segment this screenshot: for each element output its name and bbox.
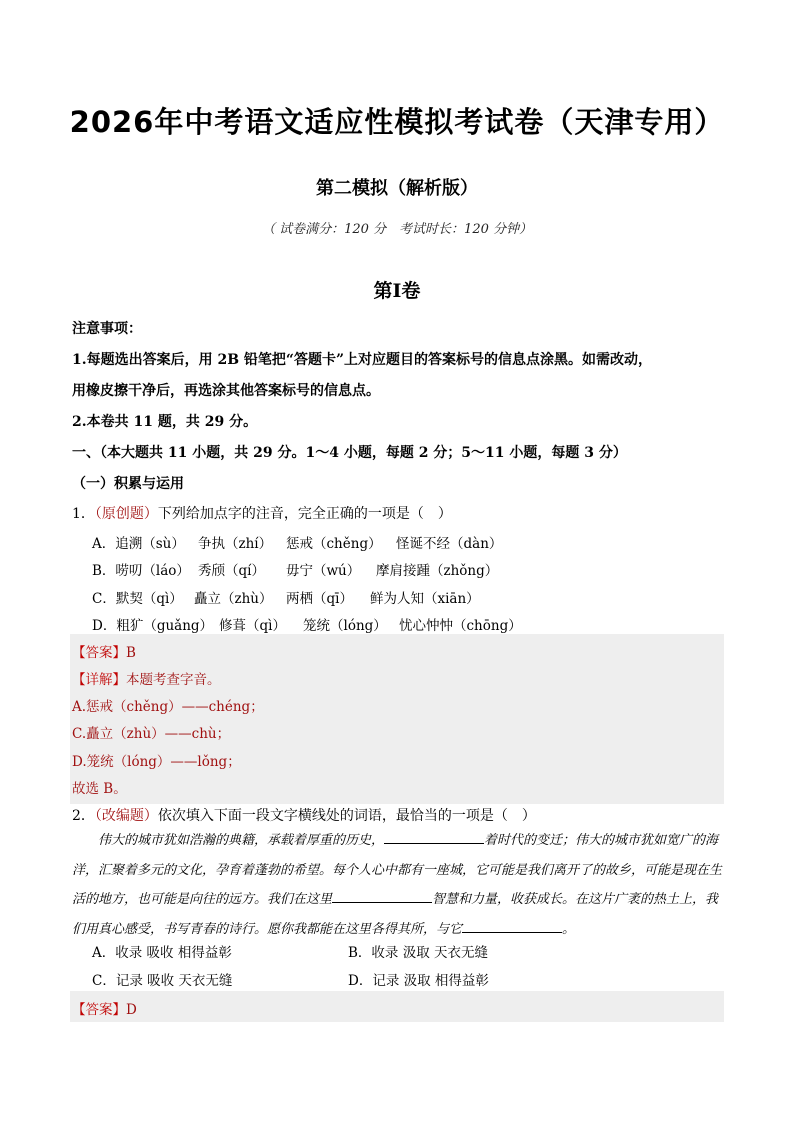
option-item: 怪诞不经（dàn） [396,536,503,552]
answer-value: D [126,1002,137,1018]
notice-line-1: 1.每题选出答案后，用 2B 铅笔把“答题卡”上对应题目的答案标号的信息点涂黑。如需改动， [72,352,653,368]
q2-answer [72,998,137,1018]
detail-text: 本题考查字音。 [126,672,221,688]
q1-note: C.矗立（zhù）——chù； [72,726,231,742]
question-1-stem [72,503,452,523]
exam-subtitle: 第二模拟（解析版） [316,178,478,199]
option-item: D．粗犷（guǎng） [92,618,214,634]
fill-blank [332,888,432,903]
passage-text: 伟大的城市犹如浩瀚的典籍，承载着厚重的历史， [98,833,385,848]
q1-note: 故选 B。 [72,781,127,797]
volume-heading: 第Ⅰ卷 [373,280,421,302]
q1-answer [72,641,136,661]
question-text: 下列给加点字的注音，完全正确的一项是（ ） [157,506,452,522]
notice-heading: 注意事项： [72,321,142,337]
option-item: 矗立（zhù） [194,591,273,607]
section-sub-one: （一）积累与运用 [72,476,184,492]
exam-meta: （ 试卷满分：120 分 考试时长：120 分钟） [261,222,533,237]
answer-panel [70,991,724,1022]
passage-text: 片广袤的热土上，我们用真心感受，书写青春的诗行。愿你我都能在这里各得其所，与它 [72,892,719,937]
option-item: 秀颀（qí） [198,563,265,579]
question-tag: （改编题） [94,808,158,824]
detail-label: 【详解】 [72,672,126,688]
q2-passage [72,826,724,944]
option-item: 两栖（qī） [286,591,353,607]
option-item: 摩肩接踵（zhǒng） [376,563,499,579]
passage-text: 智慧和力量，收获成长。在这 [432,892,602,907]
exam-title: 2026年中考语文适应性模拟考试卷（天津专用） [69,105,725,139]
answer-panel [70,634,724,804]
option-item: 鲜为人知（xiān） [370,591,480,607]
passage-text: 可能是现在生活的地方，也可能是向往的远方。我们在这里 [72,862,723,907]
question-tag: （原创题） [94,506,158,522]
answer-label: 【答案】 [72,1002,126,1018]
q1-option-c [92,587,480,607]
option-item: C．默契（qì） [92,591,183,607]
q2-option-c: C．记录 吸收 天衣无缝 [92,973,233,989]
question-number: 2． [72,808,95,824]
option-item: 笼统（lóng） [303,618,387,634]
q1-option-b [92,559,498,579]
question-number: 1． [72,506,95,522]
question-text: 依次填入下面一段文字横线处的词语，最恰当的一项是（ ） [157,808,536,824]
q1-note: A.惩戒（chěng）——chéng； [72,699,264,715]
passage-text: 广的海洋，汇聚着多元的文化，孕育着蓬勃的希望。每个人心中都有一座城，它可能是我们离开了的故乡， [72,833,719,878]
option-item: A．追溯（sù） [92,536,185,552]
fill-blank [462,918,562,933]
option-item: 毋宁（wú） [286,563,361,579]
passage-text: 着时代的变迁；伟大的城市犹如宽 [484,833,680,848]
q1-detail [72,668,221,688]
q2-option-d: D．记录 汲取 相得益彰 [348,973,489,989]
q1-option-a [92,532,502,552]
fill-blank [384,829,484,844]
option-item: B．唠叨（láo） [92,563,190,579]
section-part-one: 一、（本大题共 11 小题，共 29 分。1～4 小题，每题 2 分；5～11 小题，每题 3 分） [72,445,627,461]
option-item: 修葺（qì） [219,618,286,634]
q1-option-d [92,614,522,634]
option-item: 忧心忡忡（chōng） [399,618,522,634]
q2-option-b: B．收录 汲取 天衣无缝 [348,945,489,961]
question-2-stem [72,805,536,825]
notice-line-3: 2.本卷共 11 题，共 29 分。 [72,414,258,430]
notice-line-2: 用橡皮擦干净后，再选涂其他答案标号的信息点。 [72,383,380,399]
q2-option-a: A．收录 吸收 相得益彰 [92,945,232,961]
answer-label: 【答案】 [72,645,126,661]
option-item: 惩戒（chěng） [286,536,382,552]
option-item: 争执（zhí） [198,536,273,552]
answer-value: B [126,645,136,661]
q1-note: D.笼统（lóng）——lǒng； [72,754,241,770]
passage-text: 。 [562,921,576,937]
